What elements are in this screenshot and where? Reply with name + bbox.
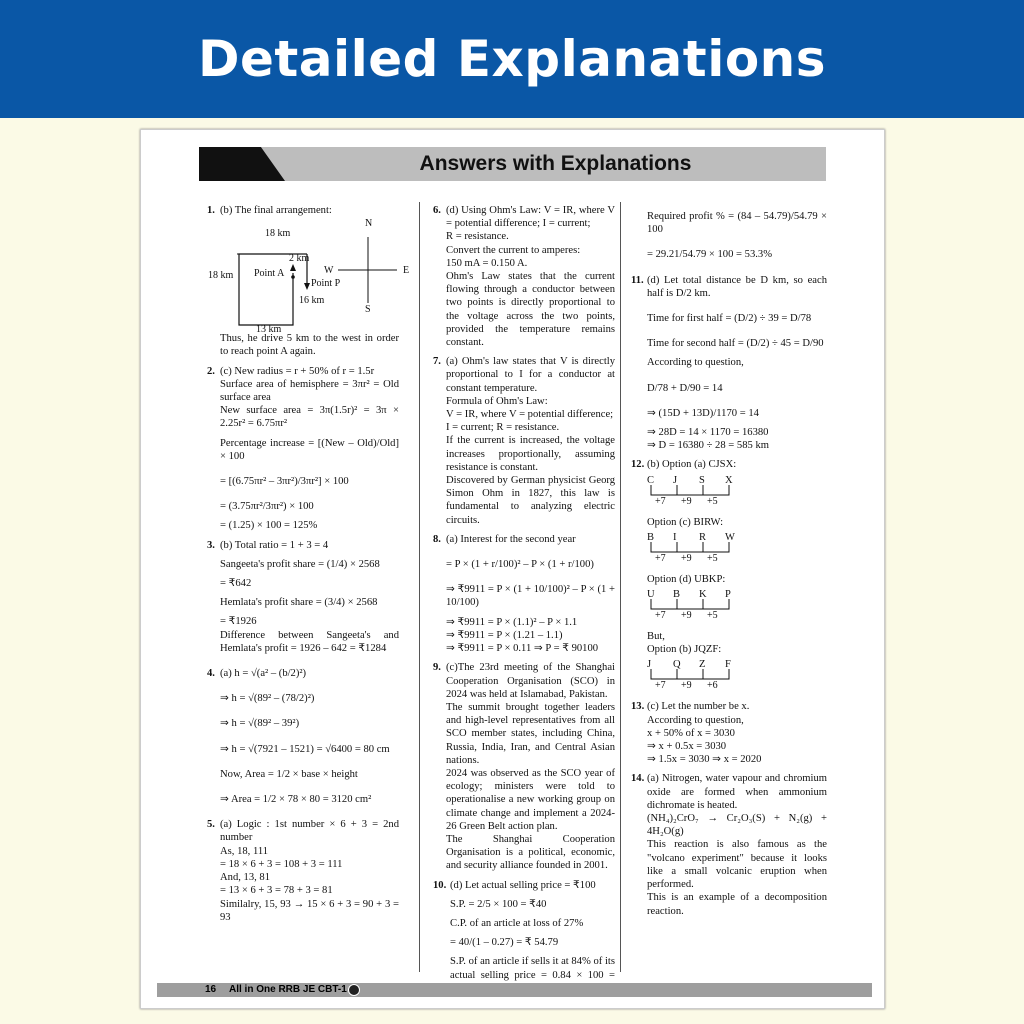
answer-8 — [433, 533, 615, 655]
series-letter: P — [725, 589, 731, 601]
answer-5 — [207, 818, 399, 924]
letter-series-jqzf — [647, 658, 827, 692]
answer-text: 150 mA = 0.150 A. — [446, 257, 528, 269]
answer-text: (a) Ohm's law states that V is directly proportional to I for a conductor at constant temperature. — [446, 356, 615, 394]
answer-text: (b) Option (a) CJSX: — [647, 459, 737, 471]
answer-text: But, — [647, 631, 665, 643]
answer-text: (d) Let actual selling price = ₹100 — [450, 879, 596, 891]
answer-text: R = resistance. — [446, 231, 509, 243]
answer-text: Required profit % = (84 – 54.79)/54.79 × 100 — [647, 211, 827, 236]
point-label: Point P — [311, 278, 341, 290]
series-letter: U — [647, 589, 655, 601]
direction-diagram — [208, 217, 410, 336]
answer-text: (a) Logic : 1st number × 6 + 3 = 2nd number — [220, 819, 399, 844]
publisher-logo-icon — [348, 984, 360, 996]
compass-label: E — [403, 265, 410, 277]
series-letter: K — [699, 589, 707, 601]
answer-text: S.P. of an article if sells it at 84% of its actual selling price = 0.84 × 100 = — [450, 956, 615, 981]
letter-series-ubkp — [647, 588, 827, 622]
answer-text: = ₹1926 — [220, 616, 257, 628]
answer-text: Thus, he drive 5 km to the west in order to reach point A again. — [220, 333, 399, 358]
answer-text: S.P. = 2/5 × 100 = ₹40 — [450, 898, 547, 910]
answer-number: 6. — [433, 205, 441, 216]
answer-2 — [207, 365, 399, 533]
series-step: +7 — [655, 495, 666, 507]
answer-10 — [433, 879, 615, 995]
answer-text: = (1.25) × 100 = 125% — [220, 520, 318, 532]
series-step: +5 — [707, 552, 718, 564]
answer-text: ⇒ Area = 1/2 × 78 × 80 = 3120 cm² — [220, 794, 372, 806]
series-step: +7 — [655, 610, 666, 622]
answer-6 — [433, 204, 615, 349]
series-letter: C — [647, 474, 655, 486]
series-letter: Q — [673, 659, 681, 671]
answer-text: = 40/(1 – 0.27) = ₹ 54.79 — [450, 937, 559, 949]
answer-text: V = IR, where V = potential difference; — [446, 409, 614, 421]
answer-number: 11. — [631, 274, 644, 286]
series-step: +9 — [681, 495, 692, 507]
answer-number: 10. — [433, 879, 447, 891]
series-letter: W — [725, 531, 735, 543]
distance-label: 18 km — [208, 270, 234, 282]
answer-text: Convert the current to amperes: — [446, 244, 581, 256]
answer-text: According to question, — [647, 714, 744, 726]
series-step: +7 — [655, 680, 666, 692]
answer-text: Formula of Ohm's Law: — [446, 395, 548, 407]
book-page — [140, 129, 885, 1009]
compass-label: S — [365, 304, 371, 316]
answer-1 — [207, 204, 410, 359]
answer-number: 8. — [433, 533, 441, 545]
series-letter: X — [725, 474, 733, 486]
column-divider — [419, 202, 420, 972]
answer-text: ⇒ h = √(89² – (78/2)²) — [220, 693, 315, 705]
distance-label: 16 km — [299, 295, 325, 307]
answer-text: Hemlata's profit share = (3/4) × 2568 — [220, 597, 378, 609]
section-title: Answers with Explanations — [419, 152, 692, 175]
series-letter: F — [725, 659, 731, 671]
series-letter: J — [647, 659, 652, 671]
answer-text: Option (d) UBKP: — [647, 573, 726, 585]
answer-text: (c)The 23rd meeting of the Shanghai Cooperation Organisation (SCO) in 2024 was held at Islamabad, Pakistan. — [446, 662, 615, 700]
banner-title: Detailed Explanations — [197, 30, 827, 88]
series-letter: B — [647, 531, 655, 543]
answer-text: I = current; R = resistance. — [446, 422, 560, 434]
answer-text: And, 13, 81 — [220, 872, 271, 884]
answer-9 — [433, 661, 615, 872]
answer-number: 5. — [207, 819, 215, 831]
answer-text: = [(6.75πr² – 3πr²)/3πr²] × 100 — [220, 476, 349, 488]
answer-text: (d) Using Ohm's Law: V = IR, where V = potential difference; I = current; — [446, 205, 615, 230]
answer-4 — [207, 667, 399, 806]
answer-text: Time for first half = (D/2) ÷ 39 = D/78 — [647, 313, 812, 325]
book-title: All in One RRB JE CBT-1 — [229, 984, 347, 995]
answer-number: 1. — [207, 205, 215, 216]
series-step: +5 — [707, 495, 718, 507]
answer-number: 14. — [631, 773, 645, 785]
point-label: Point A — [254, 268, 285, 280]
answer-text: ⇒ ₹9911 = P × (1.1)² – P × 1.1 — [446, 616, 578, 628]
answer-text: = P × (1 + r/100)² – P × (1 + r/100) — [446, 559, 594, 571]
answer-text: According to question, — [647, 357, 744, 369]
answer-text: (a) Interest for the second year — [446, 533, 576, 545]
answer-text: (c) New radius = r + 50% of r = 1.5r — [220, 365, 375, 377]
distance-label: 18 km — [265, 228, 291, 240]
section-header — [199, 147, 826, 181]
answer-text: Option (c) BIRW: — [647, 516, 724, 528]
page-footer — [157, 983, 872, 997]
answer-text: C.P. of an article at loss of 27% — [450, 917, 584, 929]
answer-number: 3. — [207, 539, 215, 551]
answer-text: ⇒ 1.5x = 3030 ⇒ x = 2020 — [647, 754, 762, 766]
series-step: +9 — [681, 610, 692, 622]
answer-number: 13. — [631, 701, 645, 713]
letter-series-birw — [647, 531, 827, 565]
answer-text: If the current is increased, the voltage increases proportionally, assuming resistance is constant. — [446, 435, 615, 473]
series-step: +6 — [707, 680, 718, 692]
answer-13 — [631, 700, 827, 766]
answer-text: (b) Total ratio = 1 + 3 = 4 — [220, 539, 329, 551]
series-step: +5 — [707, 610, 718, 622]
series-letter: R — [699, 531, 707, 543]
series-step: +7 — [655, 552, 666, 564]
answer-text: 2024 was observed as the SCO year of ecology; ministers were told to operationalise a new working group on climate change and implement a 2024-26 Green Belt action plan. — [446, 767, 615, 832]
answer-text: ⇒ h = √(89² – 39²) — [220, 718, 300, 730]
series-step: +9 — [681, 552, 692, 564]
compass-label: W — [324, 265, 334, 277]
answer-text: Percentage increase = [(New – Old)/Old] × 100 — [220, 437, 399, 462]
answer-text: = 18 × 6 + 3 = 108 + 3 = 111 — [220, 858, 343, 870]
series-letter: Z — [699, 659, 706, 671]
answer-text: (c) Let the number be x. — [647, 701, 750, 713]
page-number: 16 — [205, 984, 217, 995]
answer-text: D/78 + D/90 = 14 — [647, 382, 723, 394]
answer-text: x + 50% of x = 3030 — [647, 727, 735, 739]
answer-3 — [207, 539, 399, 655]
answer-text: New surface area = 3π(1.5r)² = 3π × 2.25r² = 6.75πr² — [220, 405, 399, 430]
series-letter: J — [673, 474, 678, 486]
answer-text: Sangeeta's profit share = (1/4) × 2568 — [220, 558, 380, 570]
answer-number: 12. — [631, 459, 645, 471]
answer-text: ⇒ ₹9911 = P × (1 + 10/100)² – P × (1 + 10/100) — [446, 584, 615, 609]
answer-14 — [631, 772, 827, 917]
answer-text: Ohm's Law states that the current flowing through a conductor between two points is directly proportional to the voltage across the two points, provided the temperature remains constant. — [446, 271, 615, 349]
answer-text: This is an example of a decomposition reaction. — [647, 892, 827, 917]
banner — [0, 0, 1024, 118]
answer-number: 9. — [433, 662, 441, 674]
answer-11 — [631, 274, 827, 453]
column-3 — [631, 204, 827, 918]
answer-text: Option (b) JQZF: — [647, 644, 722, 656]
compass-label: N — [365, 218, 373, 230]
answer-text: (NH₄)₂CrO₇ → Cr₂O₃(S) + N₂(g) + 4H₂O(g) — [647, 813, 827, 838]
answer-text: (d) Let total distance be D km, so each half is D/2 km. — [647, 274, 827, 299]
answer-text: (b) The final arrangement: — [220, 205, 332, 216]
answer-text: ⇒ D = 16380 ÷ 28 = 585 km — [647, 440, 769, 452]
answer-text: Time for second half = (D/2) ÷ 45 = D/90 — [647, 338, 824, 350]
answer-12 — [631, 458, 827, 692]
answer-text: ⇒ x + 0.5x = 3030 — [647, 741, 727, 753]
answer-text: The summit brought together leaders and high-level representatives from all SCO member states, including China, Russia, India, Iran, and Central Asian nations. — [446, 701, 615, 766]
answer-text: (a) h = √(a² – (b/2)²) — [220, 668, 307, 680]
answer-text: (a) Nitrogen, water vapour and chromium oxide are formed when ammonium dichromate is heated. — [647, 773, 827, 811]
answer-text: ⇒ (15D + 13D)/1170 = 14 — [647, 407, 759, 419]
answer-text: Discovered by German physicist Georg Simon Ohm in 1827, this law is fundamental to analyzing electric circuits. — [446, 475, 615, 526]
answer-text: = 13 × 6 + 3 = 78 + 3 = 81 — [220, 885, 333, 897]
distance-label: 2 km — [289, 253, 310, 265]
letter-series-cjsx — [647, 474, 827, 508]
header-accent — [199, 147, 285, 181]
profit-calculation — [631, 204, 827, 262]
answer-text: Surface area of hemisphere = 3πr² = Old surface area — [220, 378, 399, 404]
answer-text: As, 18, 111 — [220, 845, 269, 857]
answer-text: ⇒ ₹9911 = P × (1.21 – 1.1) — [446, 629, 563, 641]
answer-text: Similalry, 15, 93 → 15 × 6 + 3 = 90 + 3 = 93 — [220, 898, 399, 923]
answer-text: Now, Area = 1/2 × base × height — [220, 768, 358, 780]
answer-number: 7. — [433, 356, 441, 368]
series-letter: S — [699, 474, 705, 486]
answer-7 — [433, 355, 615, 527]
answer-number: 2. — [207, 365, 215, 377]
distance-label: 13 km — [256, 324, 282, 336]
answer-text: This reaction is also famous as the "volcano experiment" because it looks like a small volcanic eruption when performed. — [647, 839, 827, 891]
series-letter: I — [673, 531, 677, 543]
series-step: +9 — [681, 680, 692, 692]
column-2 — [433, 204, 615, 995]
answer-text: = 29.21/54.79 × 100 = 53.3% — [647, 249, 773, 261]
series-letter: B — [673, 589, 681, 601]
column-1 — [207, 204, 410, 924]
answer-text: = (3.75πr²/3πr²) × 100 — [220, 501, 314, 513]
answer-text: The Shanghai Cooperation Organisation is a political, economic, and security alliance founded in 2001. — [446, 833, 615, 872]
answer-text: ⇒ 28D = 14 × 1170 = 16380 — [647, 427, 769, 439]
answer-text: Difference between Sangeeta's and Hemlata's profit = 1926 – 642 = ₹1284 — [220, 629, 399, 654]
answer-text: ⇒ ₹9911 = P × 0.11 ⇒ P = ₹ 90100 — [446, 643, 599, 655]
column-divider — [620, 202, 621, 972]
answer-text: = ₹642 — [220, 578, 252, 590]
answer-number: 4. — [207, 668, 215, 680]
answer-text: ⇒ h = √(7921 – 1521) = √6400 = 80 cm — [220, 743, 390, 755]
